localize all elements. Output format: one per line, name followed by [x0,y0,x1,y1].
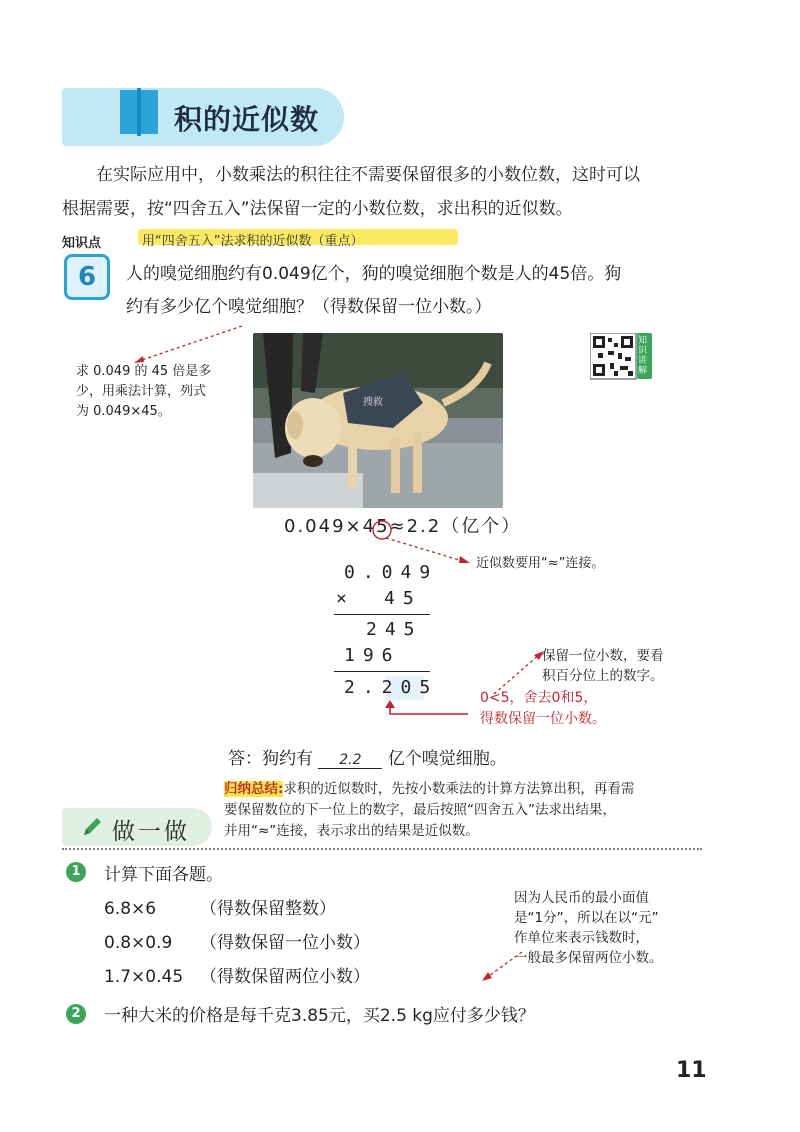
intro-line-2: 根据需要，按“四舍五入”法保留一定的小数位数，求出积的近似数。 [62,199,573,219]
answer-suffix: 亿个嗅觉细胞。 [387,749,507,769]
intro-line-1: 在实际应用中，小数乘法的积往往不需要保留很多的小数位数，这时可以 [96,165,640,185]
question-2-text: 一种大米的价格是每千克3.85元，买2.5 kg应付多少钱？ [104,1006,535,1026]
problem-line-2: 约有多少亿个嗅觉细胞？（得数保留一位小数。） [126,297,492,317]
round-note-line: 得数保留一位小数。 [480,711,606,727]
side-note-line: 为 0.049×45。 [76,404,171,419]
intro-paragraph [62,158,702,226]
knowledge-point-text: 用“四舍五入”法求积的近似数（重点） [142,234,364,249]
money-note-line: 是“1分”，所以在以“元” [514,910,659,926]
problem-line-1: 人的嗅觉细胞约有0.049亿个，狗的嗅觉细胞个数是人的45倍。狗 [126,264,622,284]
answer-blank[interactable]: 2.2 [318,752,382,769]
dotted-divider [62,848,702,850]
money-note-line: 因为人民币的最小面值 [514,890,649,906]
money-note-line: 作单位来表示钱数时， [514,930,649,946]
exercise-item [104,928,370,953]
exercise-requirement: （得数保留整数） [200,899,336,919]
page-title: 积的近似数 [174,103,320,136]
problem-statement [126,258,696,324]
money-arrow [478,948,528,984]
exercise-requirement: （得数保留一位小数） [200,933,370,953]
summary-line-1: 求积的近似数时，先按小数乘法的计算方法算出积，再看需 [283,781,635,797]
dashed-arrow [130,322,250,366]
page-number: 11 [676,1058,707,1083]
keep-note-line: 积百分位上的数字。 [542,668,664,684]
vertical-row-multiplier: 45 [384,588,422,609]
practice-title: 做一做 [112,819,190,845]
answer-prefix: 答：狗约有 [228,749,313,769]
side-note-line: 少，用乘法计算，列式 [76,384,207,399]
approx-note: 近似数要用“≈”连接。 [476,556,605,571]
knowledge-point-label: 知识点 [62,236,102,251]
vertical-times-sign: × [336,588,355,609]
answer-line [228,744,507,769]
summary-label: 归纳总结: [224,781,284,797]
vertical-row-product: 2.205 [344,677,439,698]
money-note-line: 一般最多保留两位小数。 [514,950,663,966]
vertical-row-multiplicand: 0.049 [344,562,439,583]
pencil-icon [80,815,104,839]
summary-line-2: 要保留数位的下一位上的数字，最后按照“四舍五入”法求出结果， [224,802,616,818]
vertical-rule-1 [334,614,430,615]
exercise-requirement: （得数保留两位小数） [200,967,370,987]
qr-label: 知识讲解 [638,336,648,376]
summary-line-3: 并用“≈”连接，表示求出的结果是近似数。 [224,823,479,839]
summary-box [224,779,704,842]
question-1-text: 计算下面各题。 [104,865,223,885]
vest-text: 搜救 [363,397,383,408]
vertical-row-partial-2: 196 [344,645,401,666]
round-arrow [384,700,474,720]
vertical-rule-2 [334,671,430,672]
round-note [480,688,606,730]
keep-note-line: 保留一位小数，要看 [542,648,664,664]
approximation-equation: 0.049×45≈2.2（亿个） [284,516,522,537]
keep-note [542,646,664,686]
dog-photo [253,333,503,508]
exercise-expression: 6.8×6 [104,899,157,919]
vertical-row-partial-1: 245 [366,619,423,640]
exercise-item [104,894,336,919]
book-icon [118,84,160,140]
side-note-multiply [76,362,236,422]
approx-arrow [366,518,476,568]
question-2-number: 2 [66,1004,86,1024]
exercise-item [104,962,370,987]
problem-number-badge: 6 [64,254,110,300]
side-note-line: 求 0.049 的 45 倍是多 [76,364,212,379]
round-note-line: 0<5，舍去0和5， [480,690,598,706]
question-1-number: 1 [66,862,86,882]
money-note [514,888,663,968]
exercise-expression: 0.8×0.9 [104,933,173,953]
exercise-expression: 1.7×0.45 [104,967,184,987]
